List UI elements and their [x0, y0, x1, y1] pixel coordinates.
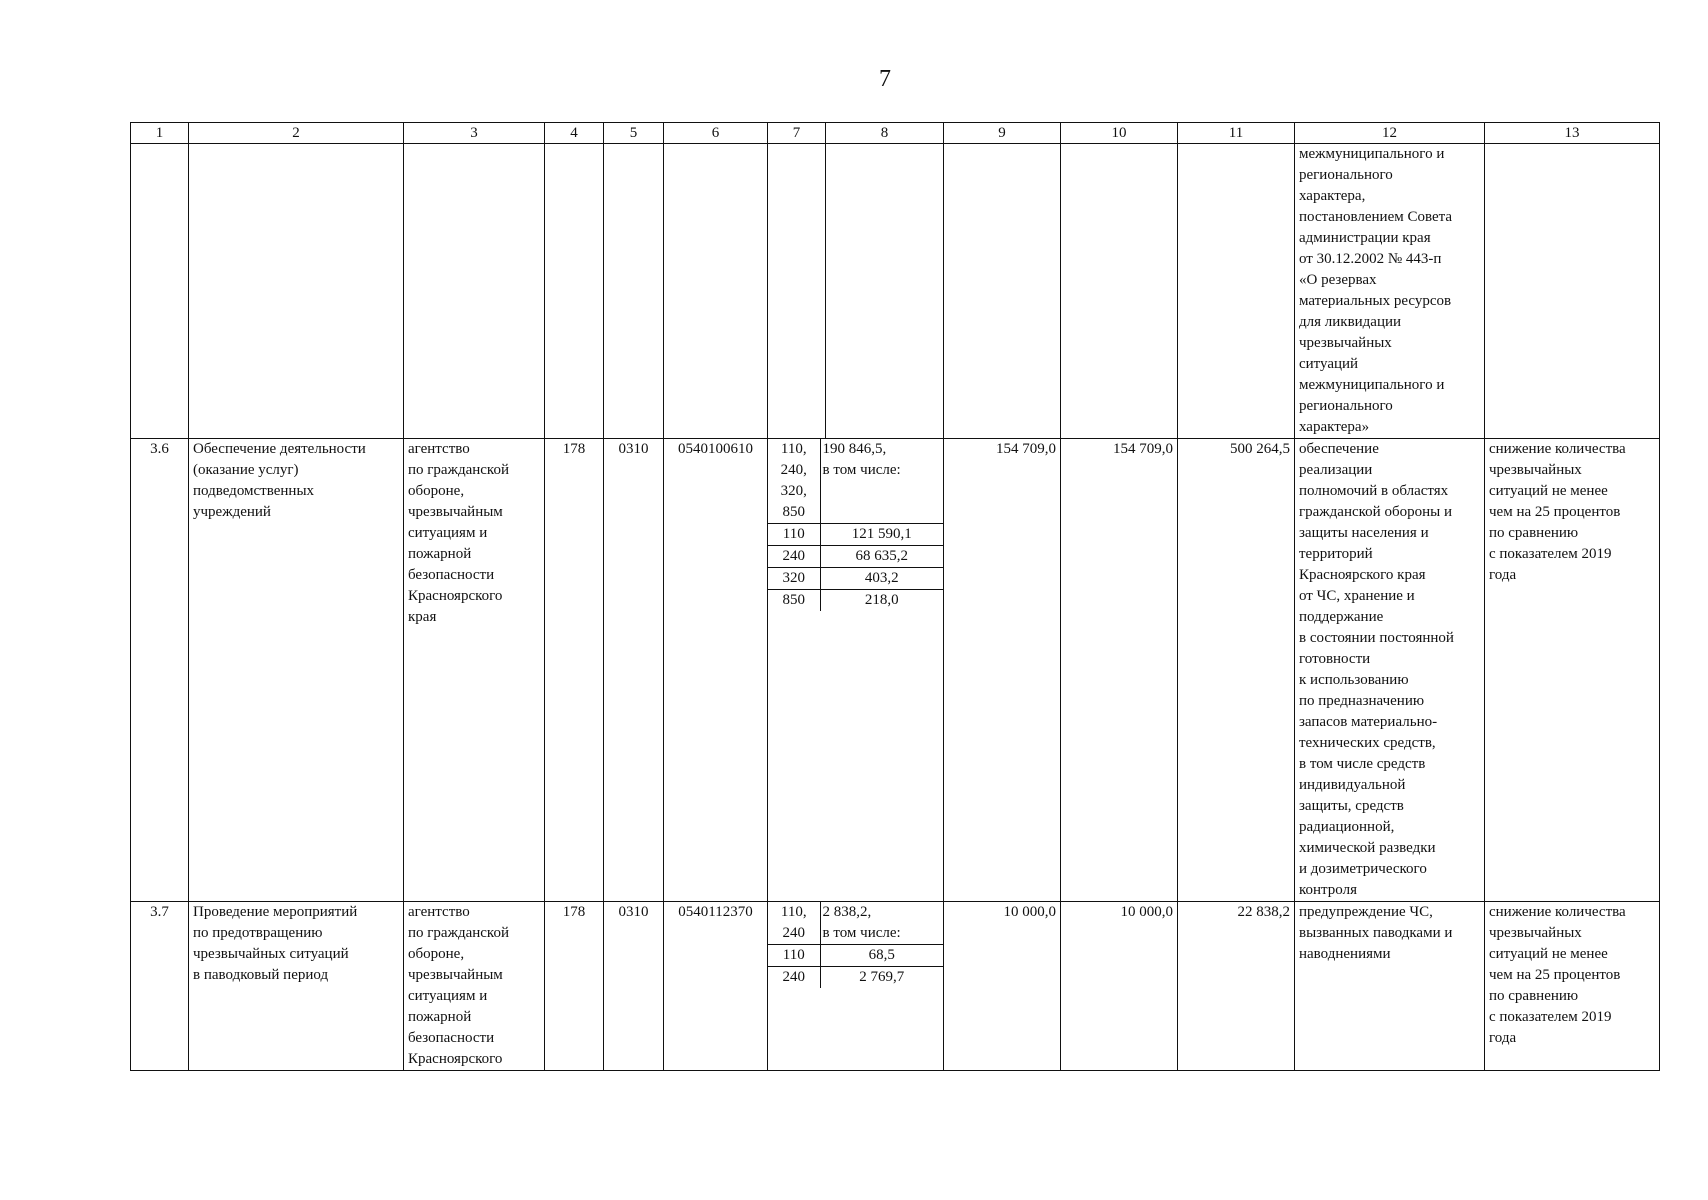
expense-type-list: 110, 240, 320, 850 [780, 441, 807, 520]
amount-total: 2 838,2, в том числе: [820, 902, 943, 945]
column-header: 11 [1178, 123, 1295, 144]
column-header: 10 [1061, 123, 1178, 144]
expense-type: 240 [768, 967, 820, 989]
amount-year-2: 154 709,0 [944, 439, 1061, 902]
continuation-row [131, 144, 1660, 439]
expense-amount: 121 590,1 [820, 524, 943, 546]
grbs-code: 178 [545, 902, 604, 1071]
expense-type-list: 110, 240 [780, 904, 807, 941]
expected-result: обеспечение реализации полномочий в областях гражданской обороны и защиты населения и территорий Красноярского края от ЧС, хранение и поддержание в состоянии постоянной готовности к использованию по предназначению запасов материально- технических средств, в том числе средств индивидуальной защиты, средств радиационной, химической разведки и дозиметрического контроля [1295, 439, 1485, 902]
target-article-code: 0540100610 [664, 439, 768, 902]
expense-amount: 218,0 [820, 590, 943, 612]
expense-breakdown [768, 439, 944, 902]
expense-type: 110 [768, 945, 820, 967]
expense-type: 850 [768, 590, 820, 612]
amount-year-2: 10 000,0 [944, 902, 1061, 1071]
column-header: 13 [1485, 123, 1660, 144]
target-article-code: 0540112370 [664, 902, 768, 1071]
expected-result: предупреждение ЧС, вызванных паводками и наводнениями [1295, 902, 1485, 1071]
column-header: 1 [131, 123, 189, 144]
measure-name: Обеспечение деятельности (оказание услуг) подведомственных учреждений [189, 439, 404, 902]
amount-year-3: 10 000,0 [1061, 902, 1178, 1071]
amount-total: 190 846,5, в том числе: [820, 439, 943, 524]
grbs-code: 178 [545, 439, 604, 902]
column-header: 6 [664, 123, 768, 144]
measure-name: Проведение мероприятий по предотвращению чрезвычайных ситуаций в паводковый период [189, 902, 404, 1071]
column-header: 5 [604, 123, 664, 144]
program-measures-table [130, 122, 1660, 1071]
result-text: межмуниципального и регионального характера, постановлением Совета администрации края от 30.12.2002 № 443-п «О резервах материальных ресурсов для ликвидации чрезвычайных ситуаций межмуниципального и регионального характера» [1295, 144, 1485, 439]
section-code: 0310 [604, 902, 664, 1071]
column-header: 3 [404, 123, 545, 144]
agency-name: агентство по гражданской обороне, чрезвычайным ситуациям и пожарной безопасности Красноярского [404, 902, 545, 1071]
agency-name: агентство по гражданской обороне, чрезвычайным ситуациям и пожарной безопасности Красноярского края [404, 439, 545, 902]
header-row [131, 123, 1660, 144]
column-header: 8 [826, 123, 944, 144]
indicator-text: снижение количества чрезвычайных ситуаций не менее чем на 25 процентов по сравнению с показателем 2019 года [1485, 902, 1660, 1071]
expense-type: 320 [768, 568, 820, 590]
amount-total-period: 500 264,5 [1178, 439, 1295, 902]
table-row [131, 439, 1660, 902]
column-header: 4 [545, 123, 604, 144]
expense-amount: 68 635,2 [820, 546, 943, 568]
column-header: 7 [768, 123, 826, 144]
table-row [131, 902, 1660, 1071]
expense-breakdown [768, 902, 944, 1071]
amount-total-period: 22 838,2 [1178, 902, 1295, 1071]
row-number: 3.7 [131, 902, 189, 1071]
amount-year-3: 154 709,0 [1061, 439, 1178, 902]
column-header: 2 [189, 123, 404, 144]
expense-amount: 2 769,7 [820, 967, 943, 989]
column-header: 9 [944, 123, 1061, 144]
expense-type: 110 [768, 524, 820, 546]
section-code: 0310 [604, 439, 664, 902]
expense-amount: 68,5 [820, 945, 943, 967]
expense-amount: 403,2 [820, 568, 943, 590]
page-number: 7 [879, 66, 891, 92]
row-number: 3.6 [131, 439, 189, 902]
column-header: 12 [1295, 123, 1485, 144]
expense-type: 240 [768, 546, 820, 568]
indicator-text: снижение количества чрезвычайных ситуаций не менее чем на 25 процентов по сравнению с показателем 2019 года [1485, 439, 1660, 902]
